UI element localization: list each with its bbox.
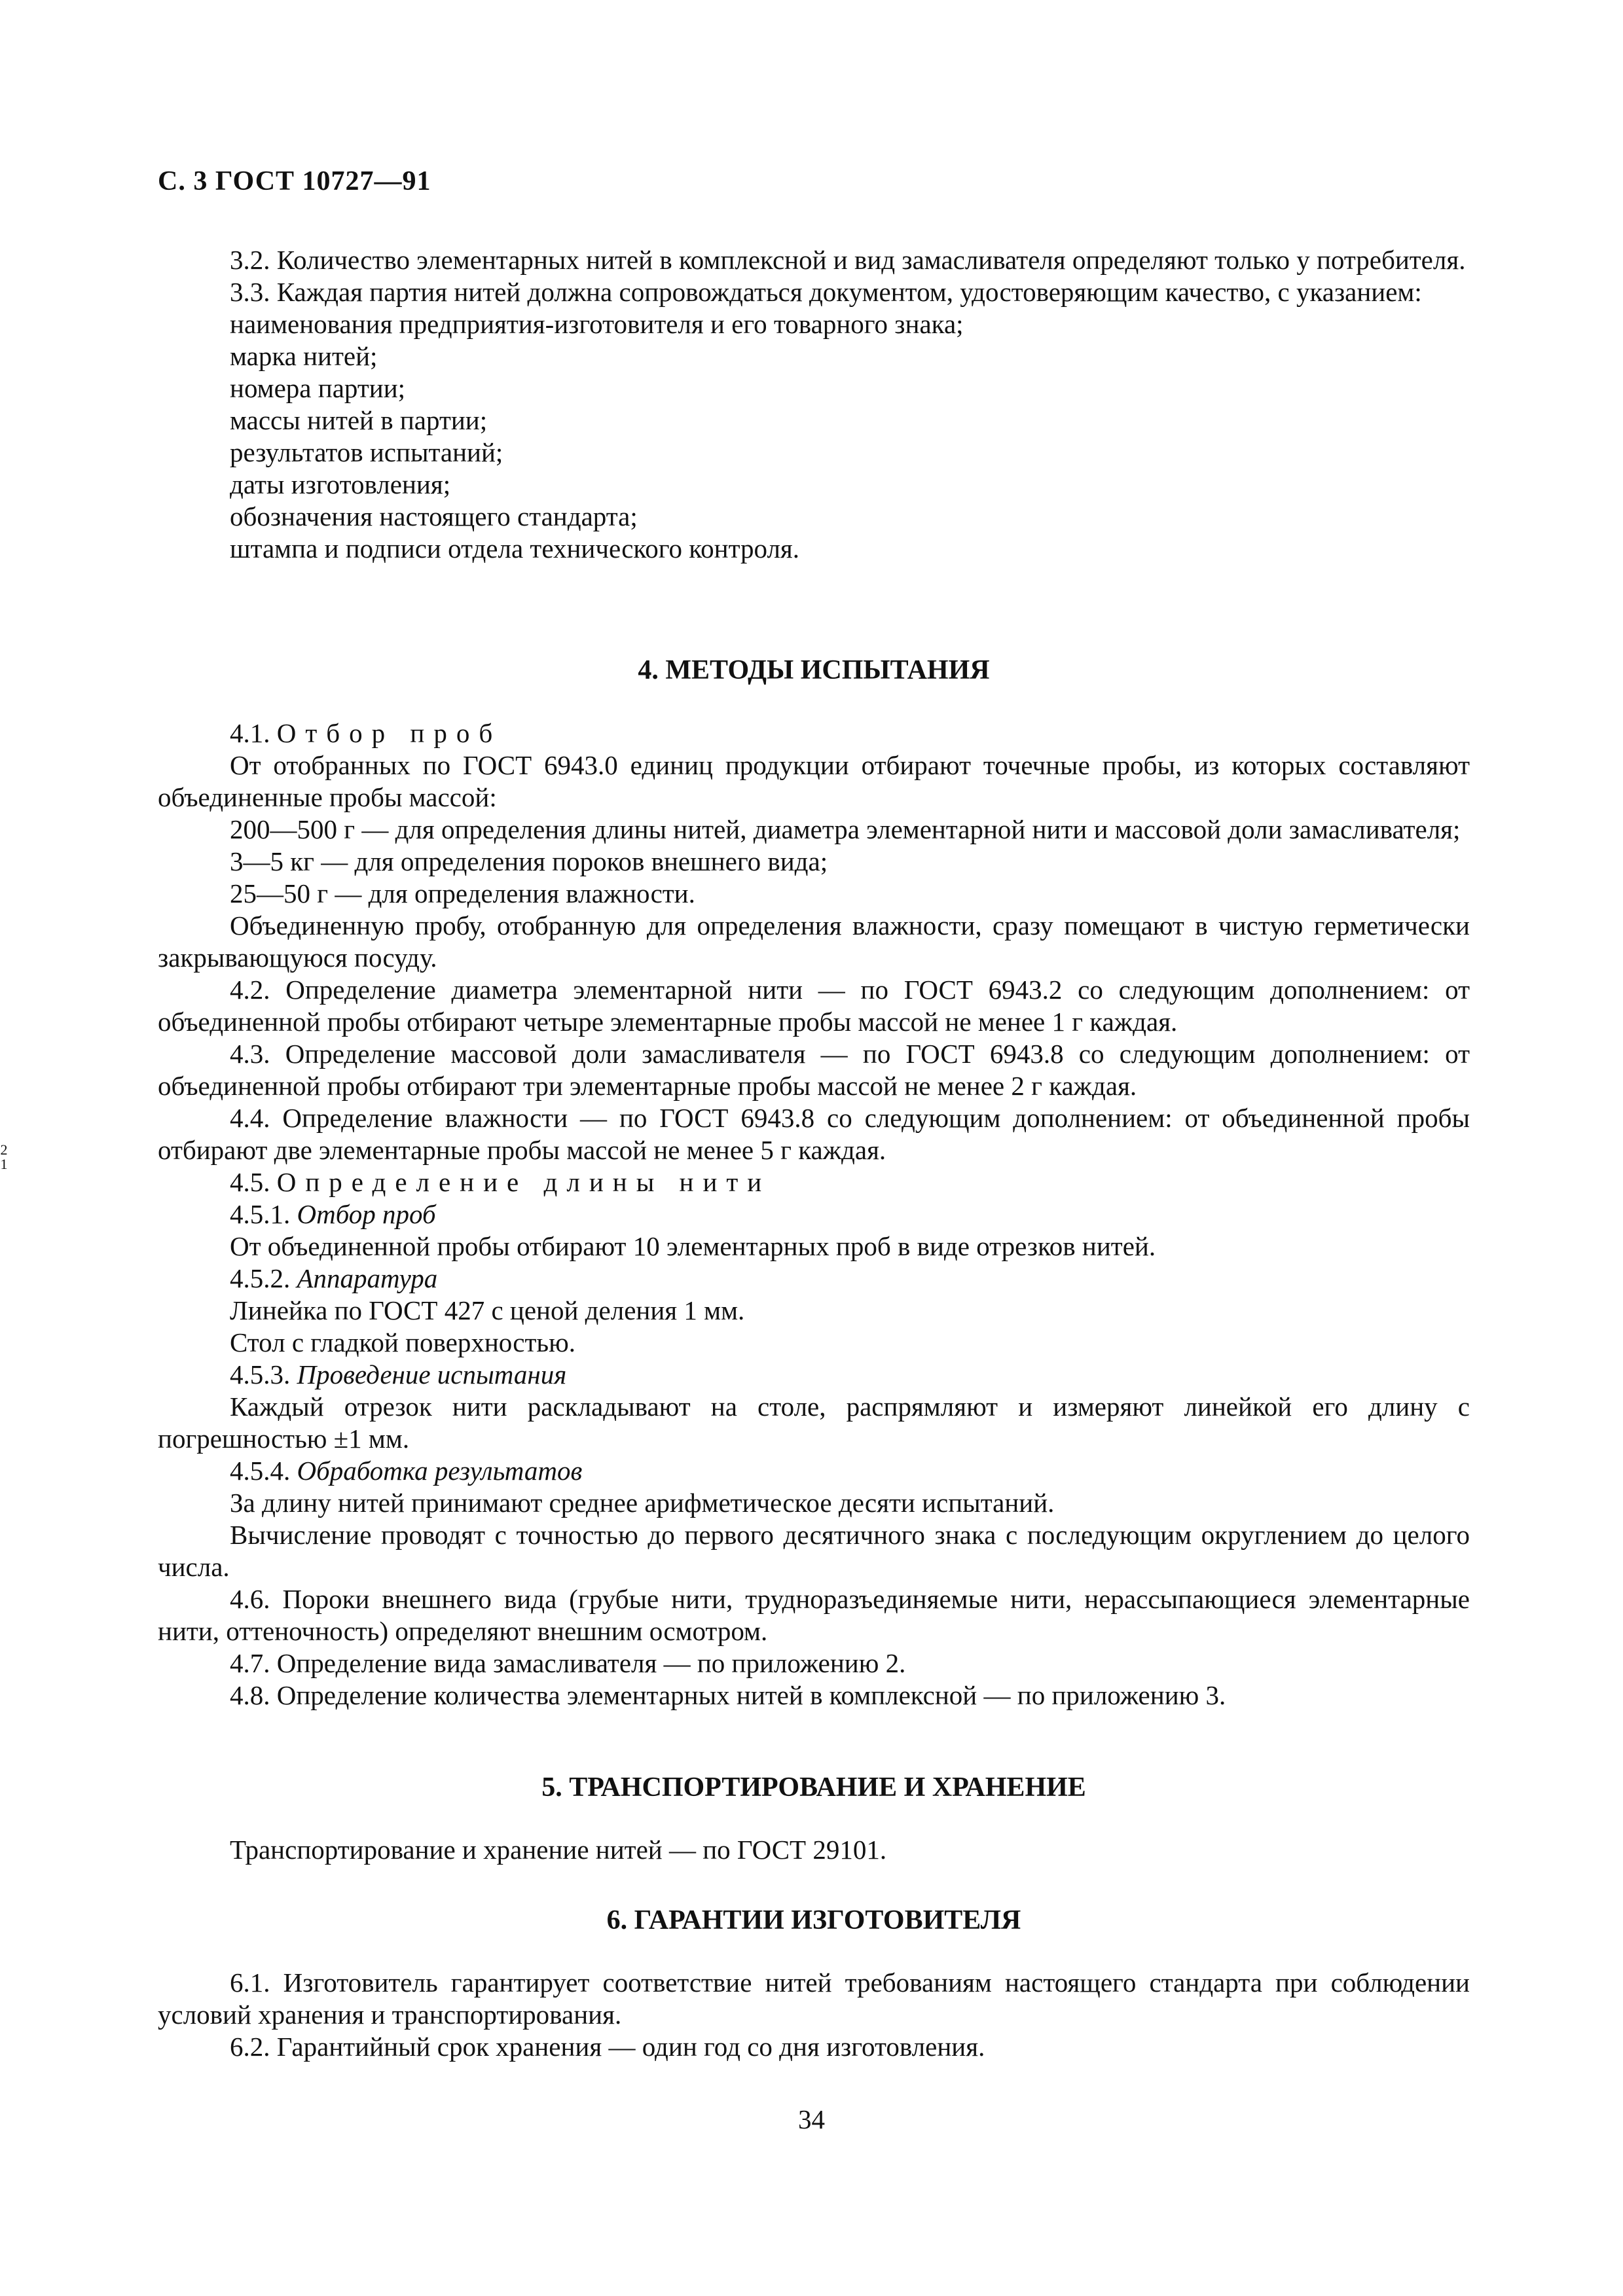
paragraph-number: 4.5.: [230, 1167, 270, 1197]
paragraph-number: 4.5.2.: [230, 1263, 291, 1293]
section-4-block: [158, 717, 1470, 1712]
subsection-heading: Обработка результатов: [297, 1456, 583, 1486]
subsection-heading: Определение длины нити: [276, 1167, 771, 1197]
paragraph-4-7: 4.7. Определение вида замасливателя — по приложению 2.: [230, 1648, 906, 1678]
list-item: даты изготовления;: [230, 469, 451, 499]
paragraph-4-6: 4.6. Пороки внешнего вида (грубые нити, трудноразъединяемые нити, нерассыпающиеся элементарные нити, оттеночность) определяют внешним осмотром.: [158, 1584, 1470, 1646]
section-5-block: [158, 1834, 1470, 1866]
paragraph-4-5-3-heading: [158, 1359, 1470, 1391]
paragraph-4-5-4-b: Вычисление проводят с точностью до первого десятичного знака с последующим округлением до целого числа.: [158, 1520, 1470, 1582]
paragraph-6-2: 6.2. Гарантийный срок хранения — один год со дня изготовления.: [230, 2032, 985, 2062]
section-6-title: 6. ГАРАНТИИ ИЗГОТОВИТЕЛЯ: [606, 1905, 1021, 1935]
list-item: обозначения настоящего стандарта;: [230, 501, 638, 531]
subsection-heading: Аппаратура: [297, 1263, 438, 1293]
paragraph-4-1-d: Объединенную пробу, отобранную для определения влажности, сразу помещают в чистую герметически закрывающуюся посуду.: [158, 910, 1470, 973]
list-item: штампа и подписи отдела технического контроля.: [230, 533, 800, 564]
paragraph-4-5-3-text: Каждый отрезок нити раскладывают на столе, распрямляют и измеряют линейкой его длину с погрешностью ±1 мм.: [158, 1391, 1470, 1454]
paragraph-5-text: Транспортирование и хранение нитей — по ГОСТ 29101.: [230, 1835, 887, 1865]
paragraph-3-2: 3.2. Количество элементарных нитей в комплексной и вид замасливателя определяют только у потребителя.: [230, 245, 1466, 275]
paragraph-4-8: 4.8. Определение количества элементарных нитей в комплексной — по приложению 3.: [230, 1680, 1226, 1710]
paragraph-4-5-1-text: От объединенной пробы отбирают 10 элементарных проб в виде отрезков нитей.: [230, 1231, 1156, 1261]
paragraph-4-1-text: От отобранных по ГОСТ 6943.0 единиц продукции отбирают точечные пробы, из которых составляют объединенные пробы массой:: [158, 750, 1470, 812]
paragraph-number: 4.1.: [230, 718, 270, 748]
paragraph-3-3: 3.3. Каждая партия нитей должна сопровождаться документом, удостоверяющим качество, с указанием:: [230, 277, 1422, 307]
list-item: наименования предприятия-изготовителя и его товарного знака;: [230, 309, 964, 339]
margin-mark: [0, 1143, 8, 1172]
paragraph-4-5-1-heading: [158, 1198, 1470, 1230]
paragraph-number: 4.5.3.: [230, 1359, 291, 1390]
margin-mark-bottom: 1: [0, 1156, 8, 1172]
paragraph-4-5-heading: [158, 1166, 1470, 1198]
paragraph-4-3: 4.3. Определение массовой доли замасливателя — по ГОСТ 6943.8 со следующим дополнением: от объединенной пробы отбирают три элементарные пробы массой не менее 2 г каждая.: [158, 1039, 1470, 1101]
paragraph-4-1-a: 200—500 г — для определения длины нитей, диаметра элементарной нити и массовой доли замасливателя;: [230, 814, 1461, 844]
paragraph-4-5-2-a: Линейка по ГОСТ 427 с ценой деления 1 мм.: [230, 1295, 745, 1325]
section-6-block: [158, 1967, 1470, 2063]
list-item: марка нитей;: [230, 341, 378, 371]
list-item: номера партии;: [230, 373, 406, 403]
paragraph-6-1: 6.1. Изготовитель гарантирует соответствие нитей требованиям настоящего стандарта при соблюдении условий хранения и транспортирования.: [158, 1967, 1470, 2030]
paragraph-4-2: 4.2. Определение диаметра элементарной нити — по ГОСТ 6943.2 со следующим дополнением: от объединенной пробы отбирают четыре элементарные пробы массой не менее 1 г каждая.: [158, 975, 1470, 1037]
paragraph-4-1-b: 3—5 кг — для определения пороков внешнего вида;: [230, 846, 828, 876]
page-header: С. 3 ГОСТ 10727—91: [158, 166, 431, 196]
page-number: 34: [798, 2104, 825, 2134]
margin-mark-top: 2: [0, 1141, 8, 1158]
section-4-title: 4. МЕТОДЫ ИСПЫТАНИЯ: [638, 655, 990, 685]
paragraph-4-1-c: 25—50 г — для определения влажности.: [230, 878, 695, 908]
paragraph-4-1-heading: [158, 717, 1470, 749]
list-item: массы нитей в партии;: [230, 405, 488, 435]
paragraph-number: 4.5.4.: [230, 1456, 291, 1486]
paragraph-4-5-4-heading: [158, 1455, 1470, 1487]
subsection-heading: Отбор проб: [297, 1199, 436, 1229]
subsection-heading: Проведение испытания: [297, 1359, 567, 1390]
list-item: результатов испытаний;: [230, 437, 503, 467]
paragraph-4-4: 4.4. Определение влажности — по ГОСТ 6943.8 со следующим дополнением: от объединенной пробы отбирают две элементарные пробы массой не менее 5 г каждая.: [158, 1103, 1470, 1165]
paragraph-4-5-4-a: За длину нитей принимают среднее арифметическое десяти испытаний.: [230, 1488, 1055, 1518]
paragraph-4-5-2-heading: [158, 1263, 1470, 1295]
subsection-heading: Отбор проб: [276, 718, 502, 748]
section-3-block: [158, 244, 1470, 565]
section-5-title: 5. ТРАНСПОРТИРОВАНИЕ И ХРАНЕНИЕ: [541, 1772, 1086, 1803]
paragraph-4-5-2-b: Стол с гладкой поверхностью.: [230, 1327, 575, 1357]
paragraph-number: 4.5.1.: [230, 1199, 291, 1229]
